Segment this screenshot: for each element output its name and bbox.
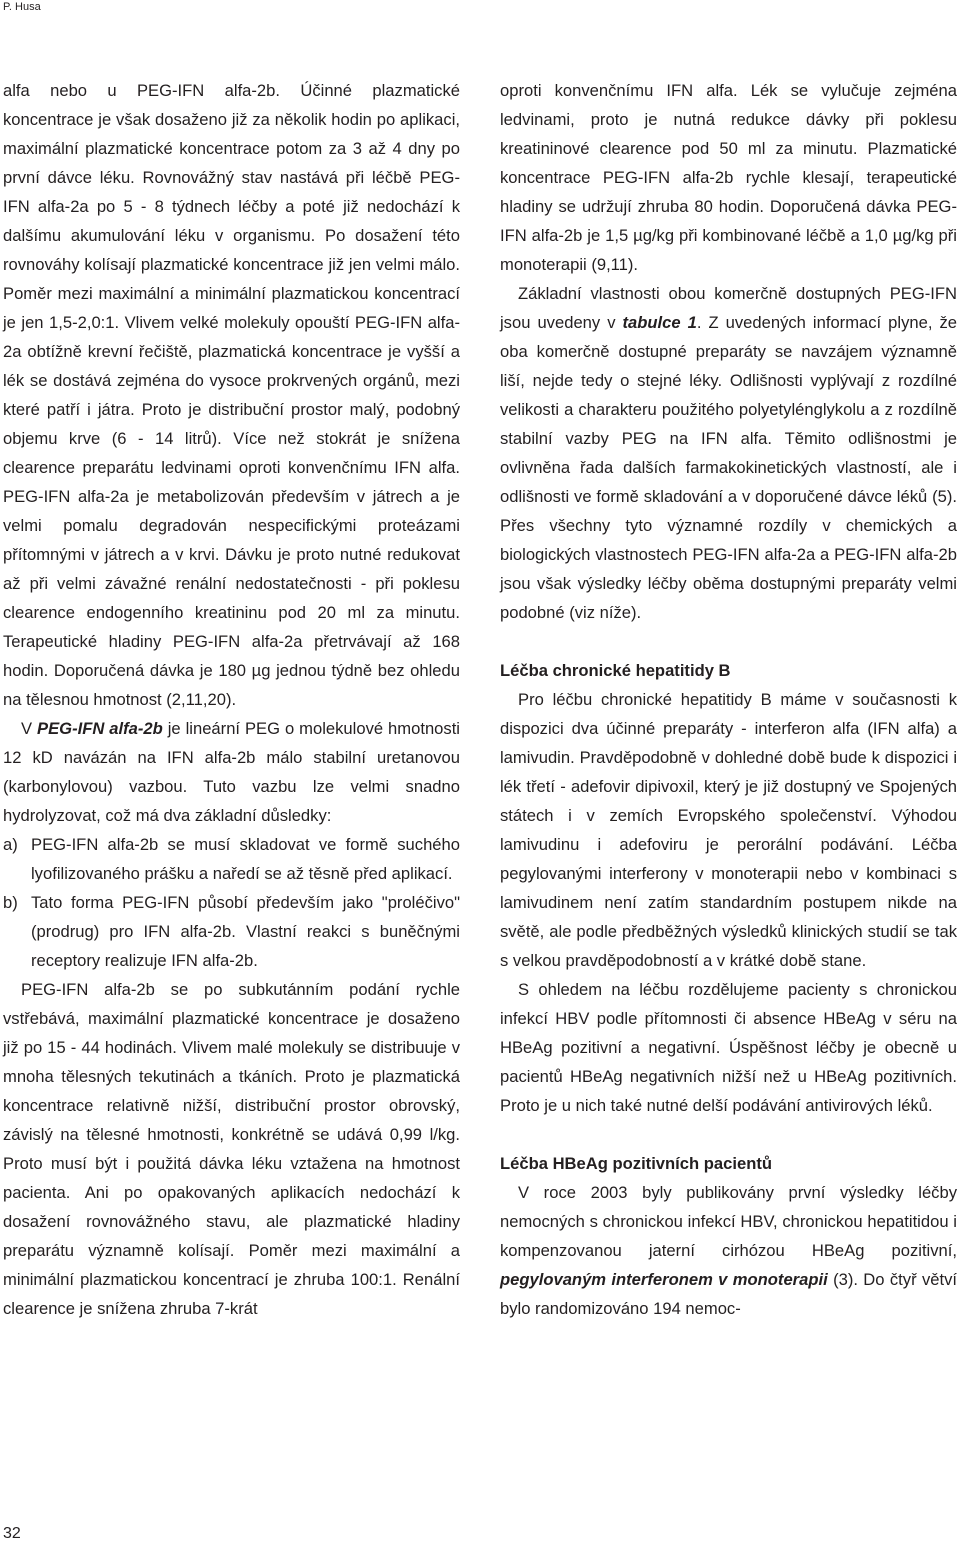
text-run: V roce 2003 byly publikovány první výsledky léčby nemocných s chronickou infekcí HBV, chronickou hepatitidou i kompenzovanou jaterní cirhózou HBeAg pozitivní,: [500, 1183, 957, 1260]
emphasis: pegylovaným interferonem v monoterapii: [500, 1270, 828, 1289]
text-run: . Z uvedených informací plyne, že oba komerčně dostupné preparáty se navzájem významně liší, nejde tedy o stejné léky. Odlišnosti vyplývají z rozdílné velikosti a charakteru použitého polyetylénglykolu a z rozdílně stabilní vazby PEG na IFN alfa. Těmito odlišnostmi je ovlivněna řada dalších farmakokinetických vlastností, ale i odlišnosti ve formě skladování a v doporučené dávce léků (5). Přes všechny tyto významné rozdíly v chemických a biologických vlastnostech PEG-IFN alfa-2a a PEG-IFN alfa-2b jsou však výsledky léčby oběma dostupnými preparáty velmi podobné (viz níže).: [500, 313, 958, 622]
text-run: V: [21, 719, 38, 738]
emphasis: PEG-IFN alfa-2b: [37, 719, 163, 738]
paragraph: S ohledem na léčbu rozdělujeme pacienty s chronickou infekcí HBV podle přítomnosti či absence HBeAg v séru na HBeAg pozitivní a negativní. Úspěšnost léčby je obecně u pacientů HBeAg negativních nižší než u HBeAg pozitivních. Proto je u nich také nutné delší podávání antivirových léků.: [500, 980, 957, 1115]
text-run: je lineární PEG o molekulové hmotnosti 12 kD navázán na IFN alfa-2b málo stabilní uretanovou (karbonylovou) vazbou. Tuto vazbu lze velmi snadno hydrolyzovat, což má dva základní důsledky:: [3, 719, 460, 825]
paragraph: alfa nebo u PEG-IFN alfa-2b. Účinné plazmatické koncentrace je však dosaženo již za několik hodin po aplikaci, maximální plazmatické koncentrace potom za 3 až 4 dny po první dávce léku. Rovnovážný stav nastává při léčbě PEG-IFN alfa-2a po 5 - 8 týdnech léčby a poté již nedochází k dalšímu akumulování léku v organismu. Po dosažení této rovnováhy kolísají plazmatické koncentrace již jen velmi málo. Poměr mezi maximální a minimální plazmatickou koncentrací je jen 1,5-2,0:1. Vlivem velké molekuly opouští PEG-IFN alfa-2a obtížně krevní řečiště, plazmatická koncentrace je vyšší a lék se dostává zejména do vysoce prokrvených orgánů, mezi které patří i játra. Proto je distribuční prostor malý, podobný objemu krve (6 - 14 litrů). Více než stokrát je snížena clearence preparátu ledvinami oproti konvenčnímu IFN alfa. PEG-IFN alfa-2a je metabolizován především v játrech a je velmi pomalu degradován nespecifickými proteázami přítomnými v játrech a v krvi. Dávku je proto nutné redukovat až při velmi závažné renální nedostatečnosti - při poklesu clearence endogenního kreatininu pod 20 ml za minutu. Terapeutické hladiny PEG-IFN alfa-2a přetrvávají až 168 hodin. Doporučená dávka je 180 µg jednou týdně bez ohledu na tělesnou hmotnost (2,11,20).: [3, 81, 460, 709]
list-text: Tato forma PEG-IFN působí především jako "proléčivo" (prodrug) pro IFN alfa-2b. Vlastní reakci s buněčnými receptory realizuje IFN alfa-2b.: [31, 893, 460, 970]
paragraph: Pro léčbu chronické hepatitidy B máme v současnosti k dispozici dva účinné preparáty - interferon alfa (IFN alfa) a lamivudin. Pravděpodobně v dohledné době bude k dispozici i lék třetí - adefovir dipivoxil, který je již dostupný ve Spojených státech i v zemích Evropského společenství. Výhodou lamivudinu i adefoviru je perorální podávání. Léčba pegylovanými interferony v monoterapii nebo v kombinaci s lamivudinem není zatím standardním postupem nikde na světě, ale podle předběžných výsledků klinických studií se tak s velkou pravděpodobností a v krátké době stane.: [500, 690, 957, 970]
list-marker: b): [3, 893, 18, 912]
text-run: Základní vlastnosti obou komerčně dostupných PEG-IFN jsou uvedeny v: [500, 284, 957, 332]
left-column: [3, 76, 460, 1323]
text-run: (3). Do čtyř větví bylo randomizováno 194 nemoc-: [500, 1270, 957, 1318]
list-item: [3, 888, 460, 975]
list-text: PEG-IFN alfa-2b se musí skladovat ve formě suchého lyofilizovaného prášku a naředí se až těsně před aplikací.: [31, 835, 460, 883]
page-number: 32: [3, 1525, 21, 1542]
running-head: P. Husa: [3, 1, 41, 13]
list-item: [3, 830, 460, 888]
paragraph: oproti konvenčnímu IFN alfa. Lék se vylučuje zejména ledvinami, proto je nutná redukce dávky při poklesu kreatininové clearence pod 50 ml za minutu. Plazmatické koncentrace PEG-IFN alfa-2b rychle klesají, terapeutické hladiny se udržují zhruba 80 hodin. Doporučená dávka PEG-IFN alfa-2b je 1,5 µg/kg při kombinované léčbě a 1,0 µg/kg při monoterapii (9,11).: [500, 81, 957, 274]
paragraph: [500, 1178, 957, 1323]
paragraph: [3, 714, 460, 830]
right-column: [500, 76, 957, 1323]
section-heading: Léčba HBeAg pozitivních pacientů: [500, 1154, 772, 1173]
paragraph: PEG-IFN alfa-2b se po subkutánním podání rychle vstřebává, maximální plazmatické koncentrace je dosaženo již po 15 - 44 hodinách. Vlivem malé molekuly se distribuuje v mnoha tělesných tekutinách a tkáních. Proto je plazmatická koncentrace relativně nižší, distribuční prostor obrovský, závislý na tělesné hmotnosti, konkrétně se udává 0,99 l/kg. Proto musí být i použitá dávka léku vztažena na hmotnost pacienta. Ani po opakovaných aplikacích nedochází k dosažení rovnovážného stavu, ale plazmatické hladiny preparátu významně kolísají. Poměr mezi maximální a minimální plazmatickou koncentrací je zhruba 100:1. Renální clearence je snížena zhruba 7-krát: [3, 980, 460, 1318]
table-reference: tabulce 1: [622, 313, 697, 332]
section-heading: Léčba chronické hepatitidy B: [500, 661, 731, 680]
list-marker: a): [3, 835, 18, 854]
paragraph: [500, 279, 957, 627]
